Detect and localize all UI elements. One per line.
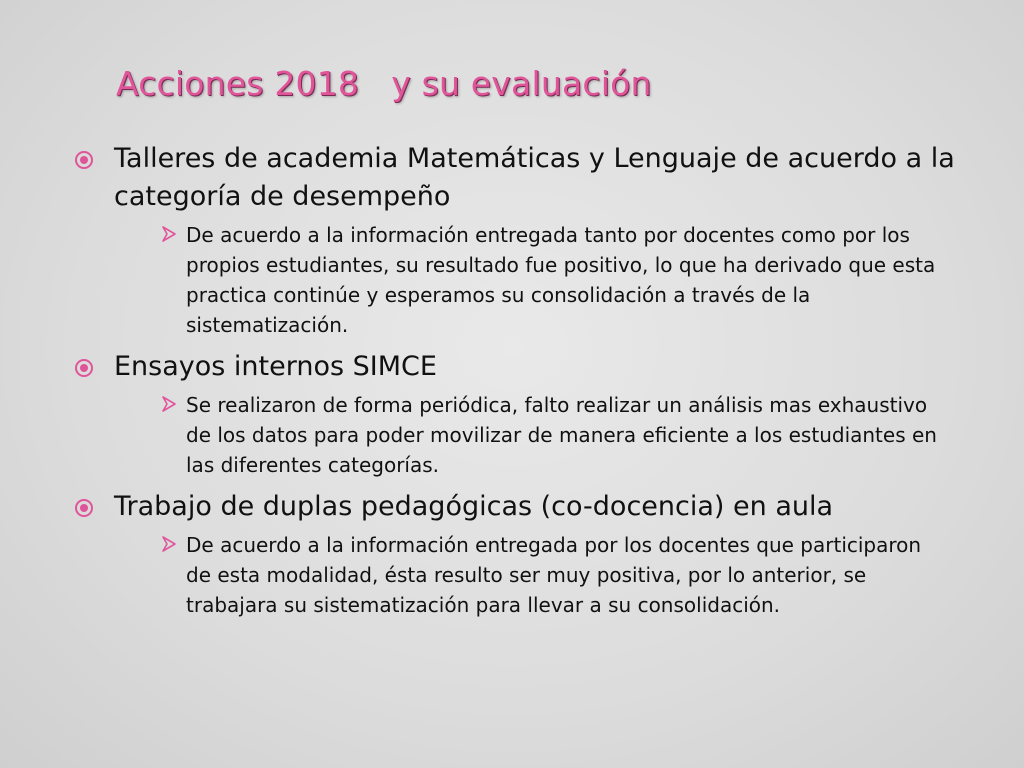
list-item	[74, 140, 974, 216]
arrowhead-icon	[160, 225, 178, 243]
list-item-text: Ensayos internos SIMCE	[114, 351, 437, 382]
sub-item	[160, 390, 974, 480]
arrowhead-icon	[160, 535, 178, 553]
bullet-list	[74, 140, 974, 620]
sub-item-text: Se realizaron de forma periódica, falto realizar un análisis mas exhaustivo de los datos para poder movilizar de manera eficiente a los estudiantes en las diferentes categorías.	[186, 393, 937, 477]
circle-dot-icon	[74, 150, 94, 170]
list-item-text: Talleres de academia Matemáticas y Lenguaje de acuerdo a la categoría de desempeño	[114, 143, 955, 212]
circle-dot-icon	[74, 498, 94, 518]
sub-item-text: De acuerdo a la información entregada por los docentes que participaron de esta modalidad, ésta resulto ser muy positiva, por lo anterior, se trabajara su sistematización para llevar a su consolidación.	[186, 533, 922, 617]
arrowhead-icon	[160, 395, 178, 413]
sub-item-text: De acuerdo a la información entregada tanto por docentes como por los propios estudiantes, su resultado fue positivo, lo que ha derivado que esta practica continúe y esperamos su consolidación a través de la sistematización.	[186, 223, 936, 337]
sub-item	[160, 530, 974, 620]
sub-item	[160, 220, 974, 340]
list-item-text: Trabajo de duplas pedagógicas (co-docencia) en aula	[114, 491, 834, 522]
circle-dot-icon	[74, 358, 94, 378]
list-item	[74, 348, 974, 386]
list-item	[74, 488, 974, 526]
slide-title: Acciones 2018 y su evaluación	[116, 64, 652, 103]
